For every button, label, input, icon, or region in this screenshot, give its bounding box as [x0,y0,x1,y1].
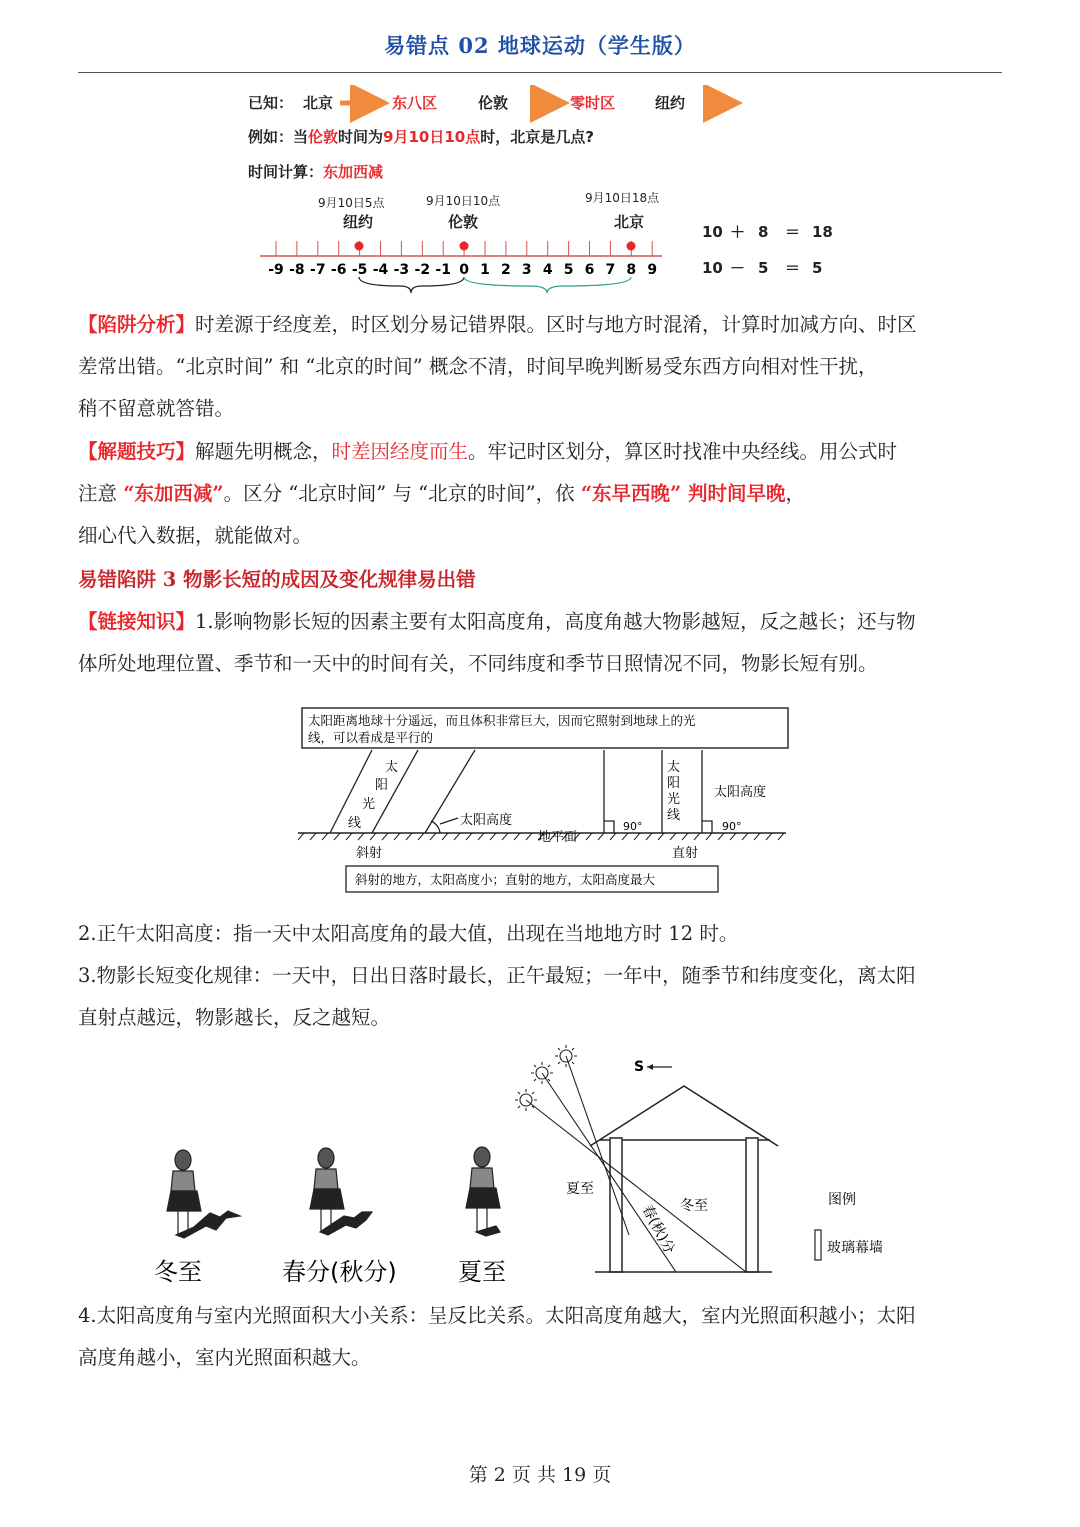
point-2: 2.正午太阳高度：指一天中太阳高度角的最大值，出现在当地地方时 12 时。 [78,922,739,945]
eq2-eq: ＝ [785,259,801,277]
point-3-line1: 3.物影长短变化规律：一天中，日出日落时最长，正午最短；一年中，随季节和纬度变化，离太阳 [78,964,916,987]
eq2-a: 10 [702,259,723,277]
legend-item: 玻璃幕墙 [827,1240,883,1256]
house-winter-label: 冬至 [680,1198,708,1214]
calc-rule: 东加西减 [323,163,384,181]
tick-label: -2 [414,262,431,278]
angle-label-1: 90° [623,820,643,833]
eq1-op: ＋ [730,223,746,241]
tick-label: -9 [268,262,284,278]
link-line2: 体所处地理位置、季节和一天中的时间有关，不同纬度和季节日照情况不同，物影长短有别。 [78,652,878,675]
timezone-figure [230,85,850,300]
eq1-a: 10 [702,223,723,241]
point-4-line2: 高度角越小，室内光照面积越大。 [78,1346,371,1369]
solution-l2c: 。区分 “北京时间” 与 “北京的时间”，依 [223,482,581,505]
girl-figure-equinox [310,1148,372,1235]
solution-l1c: 。牢记时区划分，算区时找准中央经线。用公式时 [468,440,898,463]
angle-label-2: 90° [722,820,742,833]
tick-label: 5 [563,262,574,278]
sun-char-left-2: 光 [362,797,376,812]
bj-name: 北京 [614,213,645,231]
newyork-label: 纽约 [655,94,686,112]
sun-char-right-0: 太 [667,760,681,775]
tick-label: 4 [542,262,553,278]
ny-name: 纽约 [343,213,374,231]
solution-l2b: “东加西减” [123,482,224,505]
solution-l1a: 解题先明概念， [195,440,332,463]
diagram1-box-line2: 线，可以看成是平行的 [308,730,434,745]
tick-label: -5 [351,262,368,278]
trap-analysis-line1: 时差源于经度差，时区划分易记错界限。区时与地方时混淆，计算时加减方向、时区 [195,313,917,336]
solution-tips [78,431,1004,557]
eq2-c: 5 [812,259,823,277]
sun-char-right-1: 阳 [667,776,681,791]
example-time: 9月10日10点 [383,128,481,146]
tick-label: -6 [330,262,347,278]
london-label: 伦敦 [478,94,509,112]
house-equinox-label: 春(秋)分 [638,1202,678,1257]
sun-char-right-3: 线 [667,808,681,823]
tick-label: 2 [501,262,511,278]
altitude-left: 太阳高度 [460,813,513,828]
solution-l2e: ， [785,482,806,505]
brace-west [359,277,464,293]
tick-label: 8 [626,262,637,278]
solution-l1b: 时差因经度而生 [331,440,469,463]
tick-label: -7 [310,262,326,278]
point-3 [78,955,1004,1039]
ray-winter [526,1100,746,1272]
label-winter: 冬至 [154,1258,202,1286]
shadow-house-diagram [140,1040,910,1290]
altitude-right: 太阳高度 [714,785,767,800]
zero-zone-label: 零时区 [570,94,616,112]
svg-text:例如：当伦敦时间为9月10日10点时，北京是几点? [248,128,594,147]
sun-char-left-0: 太 [385,760,399,775]
ld-time: 9月10日10点 [426,194,501,208]
example-mid: 时间为 [338,128,384,146]
tick-label: 7 [605,262,616,278]
brace-east [464,277,631,293]
tick-label: -3 [393,262,410,278]
right-angle-1 [604,821,614,833]
beijing-label: 北京 [303,94,334,112]
diagram1-bottom-text: 斜射的地方，太阳高度小；直射的地方，太阳高度最大 [355,872,656,887]
sun-char-left-1: 阳 [375,778,389,793]
tick-label: -8 [289,262,305,278]
house [590,1086,778,1272]
trap-analysis-line3: 稍不留意就答错。 [78,397,235,420]
point-4-line1: 4.太阳高度角与室内光照面积大小关系：呈反比关系。太阳高度角越大，室内光照面积越小；太阳 [78,1304,916,1327]
solution-l2d: “东早西晚” 判时间早晚 [580,482,786,505]
newyork-dot [355,242,364,251]
eq2-op: － [730,259,746,277]
trap-analysis-line2: 差常出错。“北京时间” 和 “北京的时间” 概念不清，时间早晚判断易受东西方向相对性干扰， [78,355,878,378]
oblique-label: 斜射 [356,846,383,861]
example-suffix: 时，北京是几点? [480,128,594,146]
east8-label: 东八区 [392,94,438,112]
diagram1-box-line1: 太阳距离地球十分遥远，而且体积非常巨大，因而它照射到地球上的光 [308,713,696,728]
point-3-line2: 直射点越远，物影越长，反之越短。 [78,1006,391,1029]
altitude-pointer [440,818,458,824]
link-line1: 1.影响物影长短的因素主要有太阳高度角，高度角越大物影越短，反之越长；还与物 [195,610,916,633]
trap-analysis-label: 【陷阱分析】 [78,313,196,336]
beijing-dot [627,242,636,251]
solution-l2a: 注意 [78,482,124,505]
tick-label: 1 [480,262,490,278]
header-rule [78,72,1002,73]
label-summer: 夏至 [458,1258,506,1286]
trap-analysis [78,304,1004,430]
house-summer-label: 夏至 [566,1181,594,1197]
sunlight-diagram [290,700,800,900]
sun-char-left-3: 线 [348,816,362,831]
label-equinox: 春分(秋分) [282,1258,397,1286]
eq2-b: 5 [758,259,769,277]
tick-label: -4 [372,262,389,278]
altitude-arc [431,821,440,833]
legend-glass-icon [815,1230,821,1260]
link-knowledge [78,601,1004,685]
svg-text:时间计算：东加西减 [248,163,383,181]
sun-char-right-2: 光 [667,792,681,807]
point-4 [78,1295,1004,1379]
london-dot [460,242,469,251]
tick-label: 9 [647,262,658,278]
ld-name: 伦敦 [448,213,479,231]
trap3-title: 易错陷阱 3 物影长短的成因及变化规律易出错 [78,568,476,591]
eq1-b: 8 [758,223,769,241]
solution-label: 【解题技巧】 [78,440,196,463]
eq1-c: 18 [812,223,833,241]
direct-label: 直射 [672,846,699,861]
right-angle-2 [702,821,712,833]
example-prefix: 例如：当 [248,128,309,146]
tick-label: 3 [521,262,532,278]
girl-figure-winter [167,1150,240,1238]
legend-title: 图例 [828,1192,856,1208]
girl-figure-summer [466,1147,500,1236]
tick-label: 0 [459,262,469,278]
bj-time: 9月10日18点 [585,191,660,205]
ny-time: 9月10日5点 [318,196,385,210]
page-footer: 第 2 页 共 19 页 [468,1464,612,1486]
known-label: 已知： [248,94,294,112]
example-london: 伦敦 [308,128,339,146]
page-header-title: 易错点 02 地球运动（学生版） [384,33,696,58]
solution-line3: 细心代入数据，就能做对。 [78,524,313,547]
ground-label: 地平面 [538,830,578,845]
s-label: S [634,1059,645,1075]
link-label: 【链接知识】 [78,610,196,633]
tick-label: -1 [435,262,451,278]
tick-label: 6 [584,262,595,278]
calc-label: 时间计算： [248,163,324,181]
eq1-eq: ＝ [785,223,801,241]
